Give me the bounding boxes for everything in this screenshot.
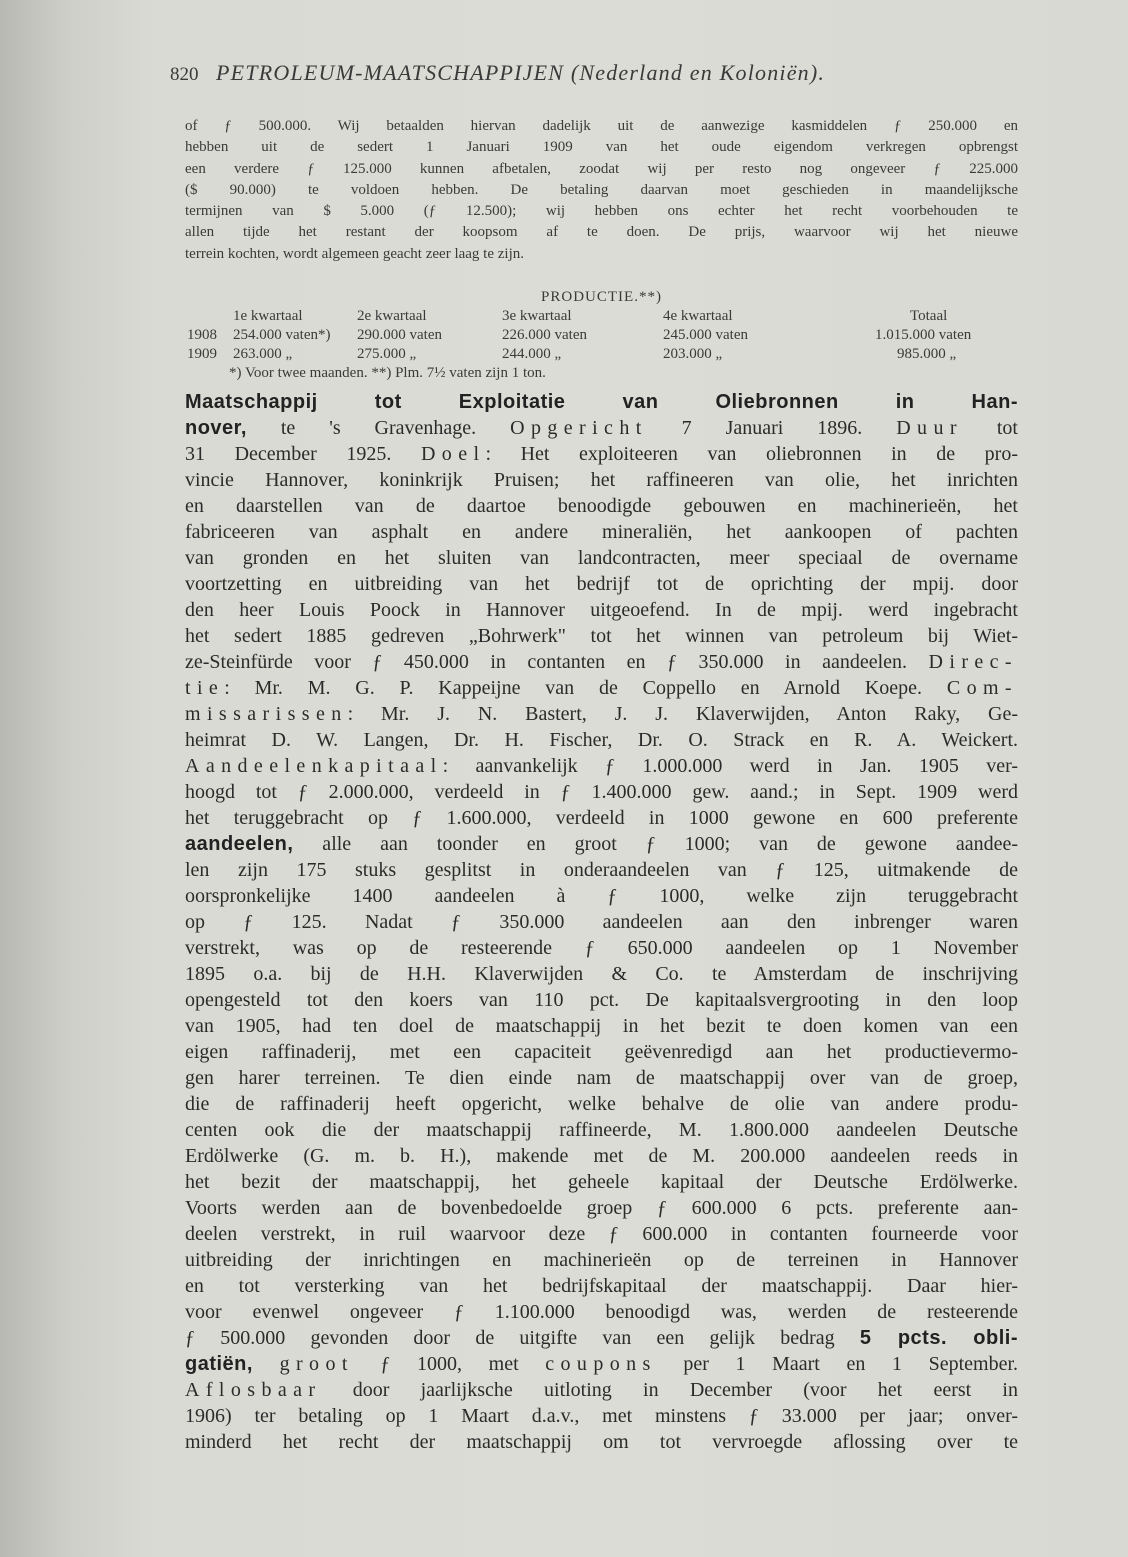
- table-cell: 254.000 vaten*): [233, 327, 331, 343]
- table-row: [185, 326, 1018, 345]
- text-segment: ze-Steinfürde voor ƒ 450.000 in contanten en ƒ 350.000 in aandeelen.: [185, 651, 929, 673]
- text-segment: het bezit der maatschappij, het geheele kapitaal der Deutsche Erdölwerke.: [185, 1171, 1018, 1193]
- text-segment: ƒ 500.000 gevonden door de uitgifte van een gelijk bedrag: [185, 1327, 860, 1349]
- text-segment: voortzetting en uitbreiding van het bedrijf tot de oprichting der mpij. door: [185, 573, 1018, 595]
- text-segment: en tot versterking van het bedrijfskapitaal der maatschappij. Daar hier-: [185, 1275, 1018, 1297]
- text-segment: het sedert 1885 gedreven „Bohrwerk" tot het winnen van petroleum bij Wiet-: [185, 625, 1018, 647]
- text-segment: 1906) ter betaling op 1 Maart d.a.v., met minstens ƒ 33.000 per jaar; onver-: [185, 1405, 1018, 1427]
- table-cell: 244.000 „: [502, 346, 562, 362]
- text-segment: eigen raffinaderij, met een capaciteit geëvenredigd aan het productievermo-: [185, 1041, 1018, 1063]
- running-header: [170, 60, 1020, 90]
- text-line: [185, 1039, 1018, 1065]
- text-line: [185, 519, 1018, 545]
- bold-heading-text: aandeelen,: [185, 833, 294, 855]
- text-line: [185, 1169, 1018, 1195]
- text-segment: te 's Gravenhage.: [246, 417, 511, 439]
- text-segment: en daarstellen van de daartoe benoodigde gebouwen en machinerieën, het: [185, 495, 1018, 517]
- spaced-label-text: missarissen: [185, 703, 348, 725]
- text-line: allen tijde het restant der koopsom af te doen. De prijs, waarvoor wij het nieuwe: [185, 224, 1018, 241]
- text-line: ($ 90.000) te voldoen hebben. De betaling daarvan moet geschieden in maandelijksche: [185, 181, 1018, 198]
- production-title: PRODUCTIE.**): [541, 289, 662, 305]
- text-segment: gen harer terreinen. Te dien einde nam de maatschappij over van de groep,: [185, 1067, 1018, 1089]
- table-cell: 275.000 „: [357, 346, 417, 362]
- spaced-label-text: Com-: [946, 677, 1018, 699]
- spaced-label-text: Duur: [896, 417, 963, 439]
- table-cell: 1908: [187, 327, 217, 343]
- column-header: 1e kwartaal: [233, 308, 303, 324]
- table-header-row: [185, 307, 1018, 326]
- text-line: hebben uit de sedert 1 Januari 1909 van het oude eigendom verkregen opbrengst: [185, 139, 1018, 156]
- text-line: [185, 415, 1018, 441]
- text-segment: opengesteld tot den koers van 110 pct. De kapitaalsvergrooting in den loop: [185, 989, 1018, 1011]
- text-segment: voor evenwel ongeveer ƒ 1.100.000 benoodigd was, werden de resteerende: [185, 1301, 1018, 1323]
- text-line: [185, 1325, 1018, 1351]
- text-line: [185, 389, 1018, 415]
- text-segment: len zijn 175 stuks gesplitst in onderaandeelen van ƒ 125, uitmakende de: [185, 859, 1018, 881]
- text-line: [185, 1013, 1018, 1039]
- text-line: [185, 1195, 1018, 1221]
- bold-heading-text: nover,: [185, 417, 247, 439]
- text-line: [185, 701, 1018, 727]
- text-segment: hoogd tot ƒ 2.000.000, verdeeld in ƒ 1.400.000 gew. aand.; in Sept. 1909 werd: [185, 781, 1018, 803]
- text-segment: den heer Louis Poock in Hannover uitgeoefend. In de mpij. werd ingebracht: [185, 599, 1018, 621]
- text-line: [185, 831, 1018, 857]
- text-segment: : Mr. M. G. P. Kappeijne van de Coppello en Arnold Koepe.: [224, 677, 947, 699]
- text-segment: van 1905, had ten doel de maatschappij in het bezit te doen komen van een: [185, 1015, 1018, 1037]
- column-header: 2e kwartaal: [357, 308, 427, 324]
- spaced-label-text: groot: [279, 1353, 354, 1375]
- text-segment: minderd het recht der maatschappij om tot vervroegde aflossing over te: [185, 1431, 1018, 1453]
- table-cell: 245.000 vaten: [663, 327, 748, 343]
- text-line: [185, 1143, 1018, 1169]
- table-cell: 203.000 „: [663, 346, 723, 362]
- text-line: [185, 441, 1018, 467]
- text-segment: uitbreiding der inrichtingen en machinerieën op de terreinen in Hannover: [185, 1249, 1018, 1271]
- text-line: terrein kochten, wordt algemeen geacht zeer laag te zijn.: [185, 245, 524, 262]
- spaced-label-text: coupons: [545, 1353, 657, 1375]
- text-line: een verdere ƒ 125.000 kunnen afbetalen, zoodat wij per resto nog ongeveer ƒ 225.000: [185, 160, 1018, 177]
- text-segment: heimrat D. W. Langen, Dr. H. Fischer, Dr. O. Strack en R. A. Weickert.: [185, 729, 1018, 751]
- text-segment: deelen verstrekt, in ruil waarvoor deze ƒ 600.000 in contanten fourneerde voor: [185, 1223, 1018, 1245]
- bold-heading-text: gatiën,: [185, 1353, 253, 1375]
- text-segment: oorspronkelijke 1400 aandeelen à ƒ 1000, welke zijn teruggebracht: [185, 885, 1018, 907]
- text-line: of ƒ 500.000. Wij betaalden hiervan dadelijk uit de aanwezige kasmiddelen ƒ 250.000 en: [185, 118, 1018, 134]
- text-line: [185, 1065, 1018, 1091]
- spaced-label-text: Aandeelenkapitaal: [185, 755, 443, 777]
- text-segment: 31 December 1925.: [185, 443, 421, 465]
- text-line: [185, 1351, 1018, 1377]
- spaced-label-text: tie: [185, 677, 225, 699]
- text-line: [185, 675, 1018, 701]
- text-line: [185, 1221, 1018, 1247]
- text-line: [185, 493, 1018, 519]
- text-segment: Erdölwerke (G. m. b. H.), makende met de M. 200.000 aandeelen reeds in: [185, 1145, 1018, 1167]
- text-line: [185, 727, 1018, 753]
- text-line: [185, 545, 1018, 571]
- text-line: [185, 935, 1018, 961]
- running-title: PETROLEUM-MAATSCHAPPIJEN (Nederland en Koloniën).: [216, 60, 826, 85]
- text-segment: die de raffinaderij heeft opgericht, welke behalve de olie van andere produ-: [185, 1093, 1018, 1115]
- text-line: [185, 1299, 1018, 1325]
- text-line: [185, 571, 1018, 597]
- text-segment: centen ook die der maatschappij raffineerde, M. 1.800.000 aandeelen Deutsche: [185, 1119, 1018, 1141]
- text-segment: fabriceeren van asphalt en andere mineraliën, het aankoopen of pachten: [185, 521, 1018, 543]
- text-segment: 7 Januari 1896.: [647, 417, 897, 439]
- text-line: [185, 961, 1018, 987]
- text-segment: tot: [962, 417, 1018, 439]
- production-table: [185, 288, 1018, 383]
- text-line: [185, 987, 1018, 1013]
- column-header: 4e kwartaal: [663, 308, 733, 324]
- text-line: [185, 805, 1018, 831]
- text-segment: vincie Hannover, koninkrijk Pruisen; het raffineeren van olie, het inrichten: [185, 469, 1018, 491]
- spaced-label-text: Aflosbaar: [185, 1379, 322, 1401]
- table-cell: 263.000 „: [233, 346, 293, 362]
- text-line: [185, 909, 1018, 935]
- intro-paragraph: [185, 116, 1018, 265]
- text-segment: : Mr. J. N. Bastert, J. J. Klaverwijden, Anton Raky, Ge-: [347, 703, 1018, 725]
- text-line: [185, 1403, 1018, 1429]
- text-segment: ƒ 1000, met: [353, 1353, 546, 1375]
- page-number: 820: [170, 64, 199, 85]
- bold-heading-text: Maatschappij tot Exploitatie van Oliebronnen in Han-: [185, 391, 1018, 413]
- text-segment: van gronden en het sluiten van landcontracten, meer speciaal de overname: [185, 547, 1018, 569]
- company-entry: [185, 389, 1018, 1455]
- text-segment: verstrekt, was op de resteerende ƒ 650.000 aandeelen op 1 November: [185, 937, 1018, 959]
- spaced-label-text: Opgericht: [510, 417, 648, 439]
- table-cell: 1.015.000 vaten: [875, 327, 972, 343]
- text-segment: : aanvankelijk ƒ 1.000.000 werd in Jan. 1905 ver-: [442, 755, 1018, 777]
- text-line: [185, 883, 1018, 909]
- text-segment: Voorts werden aan de bovenbedoelde groep ƒ 600.000 6 pcts. preferente aan-: [185, 1197, 1018, 1219]
- text-line: [185, 1091, 1018, 1117]
- text-segment: door jaarlijksche uitloting in December (voor het eerst in: [321, 1379, 1018, 1401]
- text-line: [185, 857, 1018, 883]
- text-line: [185, 1117, 1018, 1143]
- bold-heading-text: 5 pcts. obli-: [859, 1327, 1018, 1349]
- column-header: Totaal: [910, 308, 948, 324]
- text-line: [185, 753, 1018, 779]
- table-footnote: *) Voor twee maanden. **) Plm. 7½ vaten zijn 1 ton.: [229, 365, 546, 381]
- text-segment: [253, 1353, 280, 1375]
- text-line: [185, 597, 1018, 623]
- text-line: [185, 1273, 1018, 1299]
- text-line: [185, 649, 1018, 675]
- text-line: termijnen van $ 5.000 (ƒ 12.500); wij hebben ons echter het recht voorbehouden te: [185, 203, 1018, 220]
- text-segment: 1895 o.a. bij de H.H. Klaverwijden & Co. te Amsterdam de inschrijving: [185, 963, 1018, 985]
- text-segment: het teruggebracht op ƒ 1.600.000, verdeeld in 1000 gewone en 600 preferente: [185, 807, 1018, 829]
- spaced-label-text: Direc-: [928, 651, 1018, 673]
- spaced-label-text: Doel: [420, 443, 486, 465]
- text-line: [185, 623, 1018, 649]
- text-line: [185, 467, 1018, 493]
- table-cell: 985.000 „: [897, 346, 957, 362]
- text-line: [185, 1377, 1018, 1403]
- column-header: 3e kwartaal: [502, 308, 572, 324]
- text-segment: : Het exploiteeren van oliebronnen in de pro-: [485, 443, 1019, 465]
- table-cell: 1909: [187, 346, 217, 362]
- table-cell: 290.000 vaten: [357, 327, 442, 343]
- text-segment: per 1 Maart en 1 September.: [656, 1353, 1019, 1375]
- table-cell: 226.000 vaten: [502, 327, 587, 343]
- text-segment: alle aan toonder en groot ƒ 1000; van de gewone aandee-: [293, 833, 1018, 855]
- text-segment: op ƒ 125. Nadat ƒ 350.000 aandeelen aan den inbrenger waren: [185, 911, 1018, 933]
- text-line: [185, 779, 1018, 805]
- table-row: [185, 345, 1018, 364]
- text-line: [185, 1429, 1018, 1455]
- text-line: [185, 1247, 1018, 1273]
